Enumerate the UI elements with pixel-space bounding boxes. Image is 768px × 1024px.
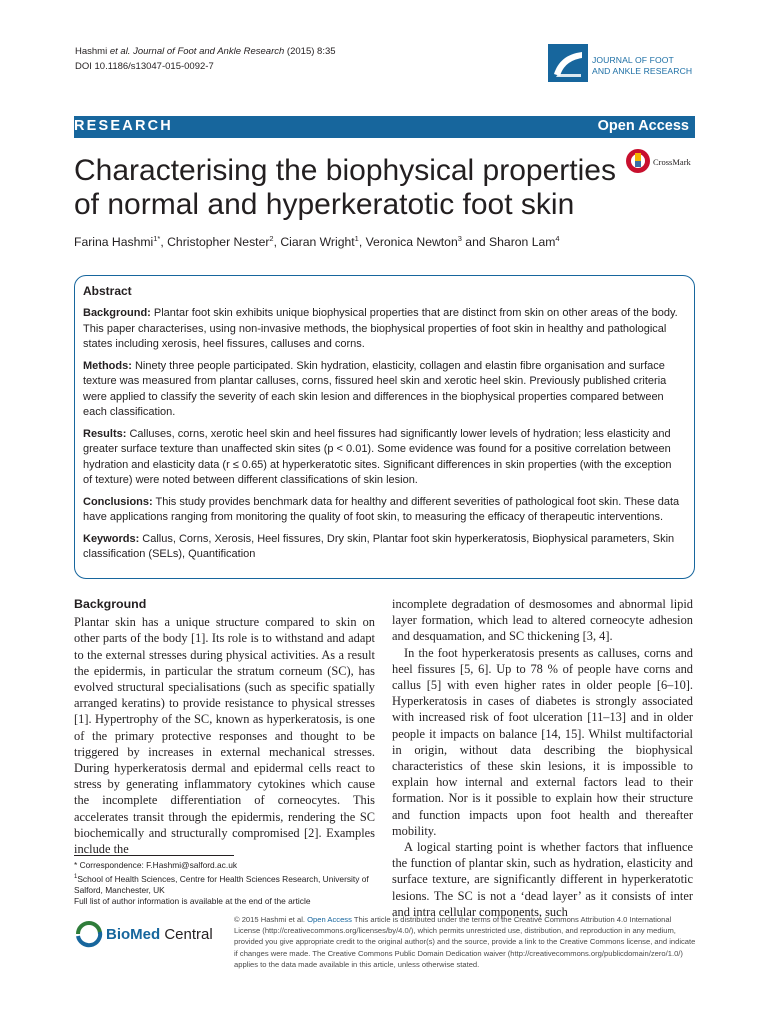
body-paragraph: A logical starting point is whether factors that influence the function of plantar skin, such as hydration, elasticity and surface texture, are significantly different in hyperkeratotic lesions. The SC is not a ‘dead layer’ as it consists of inter and intra cellular components, such [392, 840, 693, 919]
crossmark-badge[interactable] [624, 147, 704, 177]
article-title: Characterising the biophysical properties of normal and hyperkeratotic foot skin [74, 154, 616, 221]
abstract-results: Results: Calluses, corns, xerotic heel skin and heel fissures had significantly lower levels of hydration; less elasticity and greater surface texture than unaffected skin sites (p < 0.01). Some evidence was found for a positive correlation between hydration and elasticity data (r ≤ 0.65) at hyperkeratotic sites. Significant differences in skin properties (with the exception of texture) were noted between different classifications of skin lesion. [83, 427, 672, 486]
biomed-central-logo [74, 918, 224, 948]
author-list: Farina Hashmi$^{1*}$, Christopher Nester$^2$, Ciaran Wright$^1$, Veronica Newton$^3$ and Sharon Lam$^4$ [74, 234, 560, 250]
abstract-conclusions: Conclusions: This study provides benchmark data for healthy and different severities of pathological foot skin. These data have applications ranging from monitoring the quality of foot skin, to measuring the efficacy of therapeutic interventions. [83, 495, 680, 523]
article-type-banner [74, 116, 695, 138]
journal-logo-icon [548, 44, 588, 82]
body-paragraph: incomplete degradation of desmosomes and abnormal lipid layer formation, which lead to altered corneocyte adhesion and desquamation, and SC thickening [3, 4]. [392, 597, 693, 644]
biomed-central-icon [74, 918, 224, 948]
license-statement: © 2015 Hashmi et al. Open Access This article is distributed under the terms of the Creative Commons Attribution 4.0 International License (http://creativecommons.org/licenses/by/4.0/), which permits unrestricted use, distribution, and reproduction in any medium, provided you give appropriate credit to the original author(s) and the source, provide a link to the Creative Commons license, and indicate if changes were made. The Creative Commons Public Domain Dedication waiver (http://creativecommons.org/publicdomain/zero/1.0/) applies to the data made available in this article, unless otherwise stated. [234, 915, 696, 969]
section-heading: Background [74, 597, 147, 611]
body-paragraph: Plantar skin has a unique structure compared to skin on other parts of the body [1]. Its role is to withstand and adapt to the external stresses during physical activities. As a result the epidermis, in particular the stratum corneum (SC), has evolved structural specialisations (such as specific spatially arranged keratins) to provide resistance to physical stresses [1]. Hypertrophy of the SC, known as hyperkeratosis, is one of the primary protective responses and thought to be triggered by increases in external mechanical stresses. During hyperkeratosis dermal and epidermal cells react to stress by generating inflammatory cytokines which cause the incomplete differentiation of corneocytes. This accelerates transit through the epidermis, rendering the SC biochemically and structurally compromised [2]. Examples include the [74, 615, 375, 857]
abstract-box [74, 275, 695, 579]
crossmark-label: CrossMark [653, 157, 691, 167]
footnote-divider [74, 855, 234, 856]
journal-name: JOURNAL OF FOOT AND ANKLE RESEARCH [592, 55, 693, 76]
citation [75, 44, 336, 74]
svg-text:BioMed Central: BioMed Central [106, 926, 213, 943]
body-paragraph: In the foot hyperkeratosis presents as calluses, corns and heel fissures [5, 6]. Up to 78 % of people have corns and callus [5] with even higher rates in older people [6–10]. Hyperkeratosis in cases of diabetes is strongly associated with increased risk of foot ulceration [11–13] and in older people it impacts on balance [14, 15]. Whilst multifactorial in origin, without data describing the biophysical characteristics of these skin lesions, it is impossible to explain how internal and external factors lead to their formation. Nor is it possible to explain how their structure and function impacts upon foot health and thereafter mobility. [392, 645, 693, 838]
abstract-background: Background: Plantar foot skin exhibits unique biophysical properties that are distinct from skin on other areas of the body. This paper characterises, using non-invasive methods, the biophysical properties of foot skin in healthy and pathological states including xerosis, heel fissures, calluses and corns. [83, 307, 678, 350]
affiliation: $^1$School of Health Sciences, Centre for Health Sciences Research, University of Salford, Manchester, UK [74, 873, 369, 895]
citation-year: (2015) 8:35 [284, 46, 336, 57]
abstract-methods: Methods: Ninety three people participated. Skin hydration, elasticity, collagen and elastin fibre organisation and surface texture was measured from plantar calluses, corns, fissured heel skin and xerotic heel skin. Previously published criteria were applied to classify the severity of each skin lesion and differences in the biophysical properties compared between each classification. [83, 359, 667, 418]
correspondence: * Correspondence: F.Hashmi@salford.ac.uk [74, 860, 238, 870]
body-right-column [392, 596, 693, 920]
doi: DOI 10.1186/s13047-015-0092-7 [75, 61, 214, 72]
author-info-note: Full list of author information is available at the end of the article [74, 896, 311, 907]
journal-logo [548, 44, 698, 82]
citation-authors: Hashmi [75, 46, 110, 57]
footnotes [74, 860, 379, 908]
crossmark-icon [624, 147, 704, 177]
abstract-heading: Abstract [83, 284, 132, 298]
body-left-column [74, 596, 375, 857]
citation-journal: et al. Journal of Foot and Ankle Research [109, 46, 285, 57]
article-type: RESEARCH [74, 118, 173, 134]
abstract-keywords: Keywords: Callus, Corns, Xerosis, Heel fissures, Dry skin, Plantar foot skin hyperkeratosis, Biophysical parameters, Skin classification (SELs), Quantification [83, 532, 675, 560]
open-access-label: Open Access [597, 118, 689, 134]
